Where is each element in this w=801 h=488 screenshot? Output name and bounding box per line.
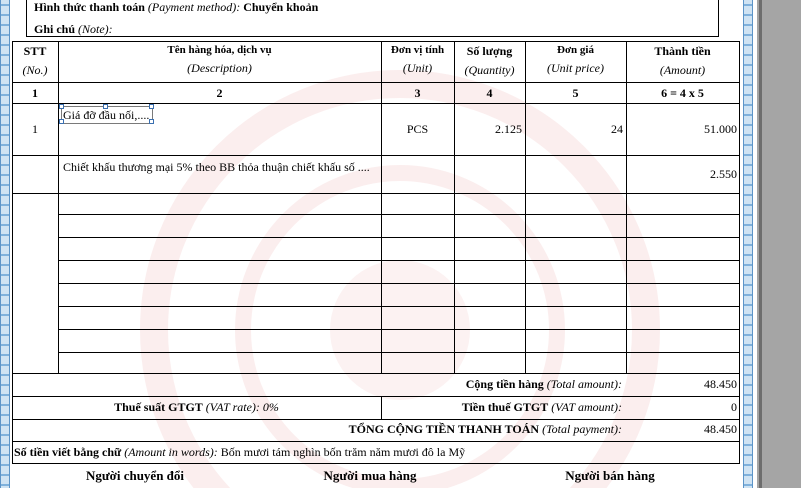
selection-handle-icon[interactable] [149,104,154,109]
row-1-unit-price: 24 [611,122,623,136]
row-1-stt: 1 [32,122,38,136]
row-2-description: Chiết khấu thương mại 5% theo BB thỏa thuận chiết khấu số .... [63,160,370,174]
left-border-pattern [0,0,10,488]
col-index-3: 3 [414,86,421,100]
viewer-background [757,0,801,488]
row-1-amount: 51.000 [704,122,737,136]
col-index-1: 1 [32,86,38,100]
header-stt: STT (No.) [22,44,48,77]
vat-rate: Thuế suất GTGT (VAT rate): 0% [114,400,279,414]
signature-seller: Người bán hàng [565,468,655,483]
header-description: Tên hàng hóa, dịch vụ (Description) [167,44,272,75]
total-payment-value: 48.450 [704,422,737,436]
row-2-amount: 2.550 [710,167,737,181]
col-index-2: 2 [216,86,223,100]
col-index-5: 5 [572,86,579,100]
amount-in-words: Số tiền viết bằng chữ (Amount in words): Bốn mươi tám nghìn bốn trăm năm mươi đô la Mỹ [14,445,466,459]
note: Ghi chú (Note): [34,22,113,36]
signature-buyer: Người mua hàng [323,468,417,483]
header-unit-price: Đơn giá (Unit price) [547,44,604,75]
header-unit: Đơn vị tính (Unit) [390,44,445,75]
vat-amount-label: Tiền thuế GTGT (VAT amount): [461,400,622,414]
subtotal-value: 48.450 [704,377,737,391]
row-1-unit: PCS [406,122,429,136]
row-1-quantity: 2.125 [495,122,522,136]
header-quantity: Số lượng (Quantity) [464,44,515,77]
header-amount: Thành tiền (Amount) [654,44,711,77]
selection-handle-icon[interactable] [149,119,154,124]
col-index-4: 4 [486,86,493,100]
total-payment-label: TỔNG CỘNG TIỀN THANH TOÁN (Total payment): [348,422,622,436]
row-1-description[interactable]: Giá đỡ đầu nối,.... [63,108,150,122]
right-border-pattern [743,0,753,488]
payment-method: Hình thức thanh toán (Payment method): Chuyển khoản [34,0,319,14]
col-index-6: 6 = 4 x 5 [661,86,704,100]
signature-converter: Người chuyển đổi [85,468,185,483]
subtotal-label: Cộng tiền hàng (Total amount): [465,377,622,391]
vat-amount-value: 0 [731,400,737,414]
